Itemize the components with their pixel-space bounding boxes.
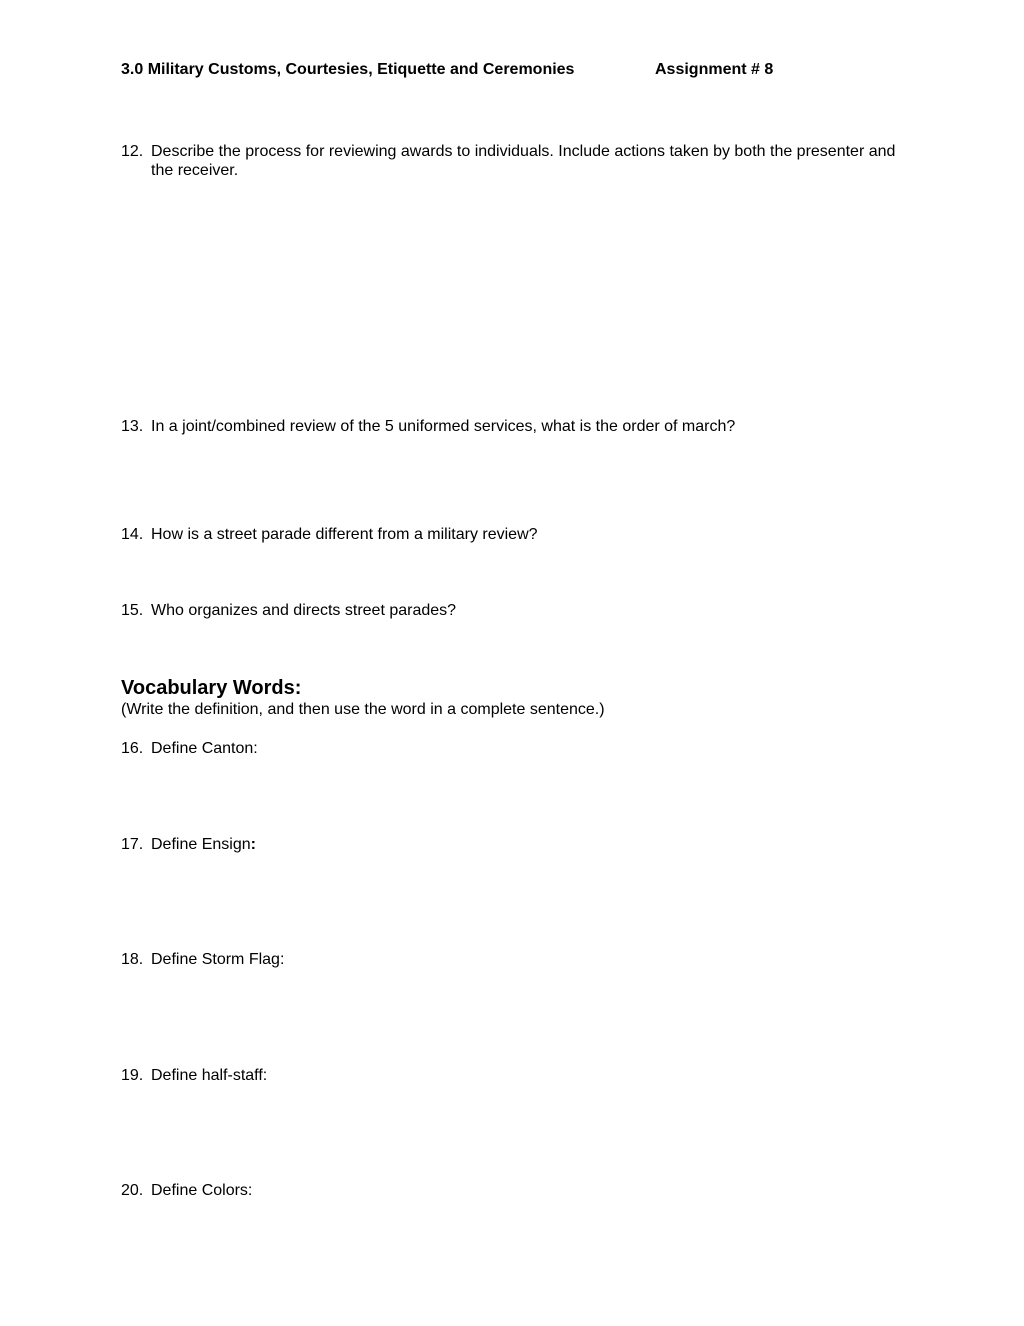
question-15	[121, 601, 921, 620]
question-text: In a joint/combined review of the 5 uniformed services, what is the order of march?	[151, 418, 736, 435]
vocab-item-canton	[121, 739, 921, 758]
question-number: 16.	[121, 740, 144, 757]
vocabulary-heading: Vocabulary Words:	[121, 677, 302, 699]
question-number: 18.	[121, 951, 144, 968]
question-text-wrapper	[151, 835, 921, 854]
question-text: Who organizes and directs street parades?	[151, 602, 457, 619]
question-text: Define Colors:	[151, 1182, 253, 1199]
vocab-item-half-staff	[121, 1066, 921, 1085]
question-text: Define Ensign	[151, 836, 251, 853]
question-number: 17.	[121, 836, 144, 853]
question-number: 14.	[121, 526, 144, 543]
question-text: Define Canton:	[151, 740, 258, 757]
question-number: 12.	[121, 143, 144, 160]
question-text: Define Storm Flag:	[151, 951, 285, 968]
question-text: Define half-staff:	[151, 1067, 268, 1084]
question-number: 19.	[121, 1067, 144, 1084]
vocab-item-colors	[121, 1181, 921, 1200]
assignment-number: Assignment # 8	[655, 61, 774, 78]
vocab-item-storm-flag	[121, 950, 921, 969]
question-14	[121, 525, 921, 544]
question-12	[121, 142, 921, 180]
question-text: Describe the process for reviewing awards to individuals. Include actions taken by both the presenter and the receiver.	[151, 143, 896, 179]
question-13	[121, 417, 921, 436]
question-text: How is a street parade different from a military review?	[151, 526, 538, 543]
header-title: 3.0 Military Customs, Courtesies, Etiquette and Ceremonies	[121, 61, 575, 78]
question-number: 13.	[121, 418, 144, 435]
question-number: 15.	[121, 602, 144, 619]
bold-colon: :	[250, 836, 256, 853]
vocab-item-ensign	[121, 835, 921, 854]
vocabulary-instruction: (Write the definition, and then use the word in a complete sentence.)	[121, 701, 605, 718]
question-number: 20.	[121, 1182, 144, 1199]
